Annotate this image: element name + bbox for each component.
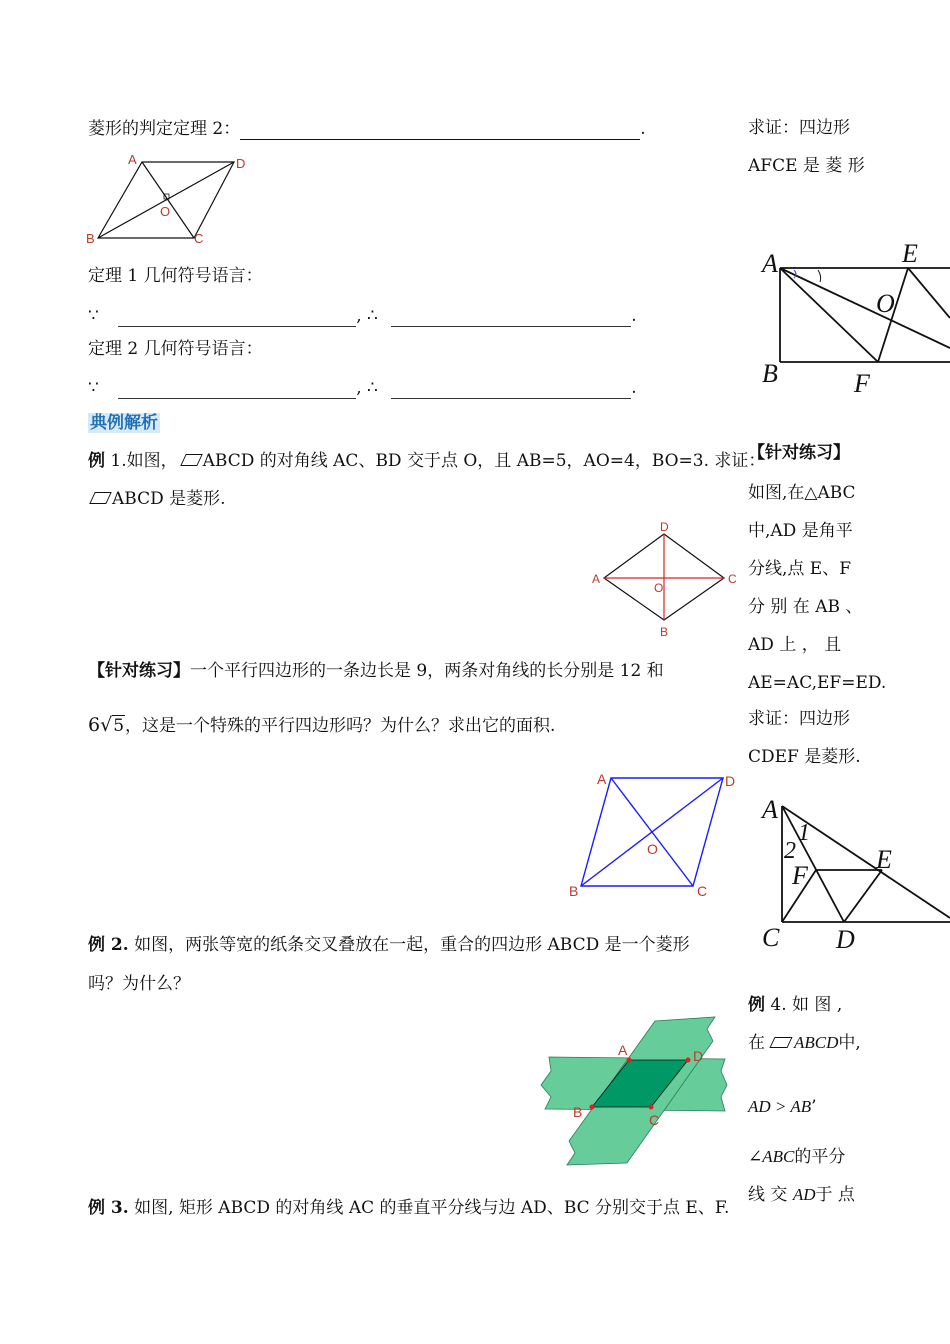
parallelogram-symbol xyxy=(180,454,203,466)
tri-label-2: 2 xyxy=(784,838,796,864)
rect-label-a: A xyxy=(762,249,778,278)
tri-label-d: D xyxy=(836,925,855,954)
theorem2-label: 菱形的判定定理 2： xyxy=(88,119,241,139)
figure-rhombus-blue xyxy=(565,768,745,902)
side-example4-line4: ∠ABC的平分 xyxy=(748,1147,846,1167)
parallelogram-symbol xyxy=(769,1037,792,1048)
figure-parallelogram-1 xyxy=(84,150,254,250)
side-example4-line5: 线 交 AD于 点 xyxy=(748,1185,855,1205)
side-practice-line2: 中,AD 是角平 xyxy=(748,521,853,541)
figure-rectangle-afce xyxy=(758,240,950,400)
fig1-label-a: A xyxy=(128,152,137,167)
theorem2-condition-blank[interactable] xyxy=(118,382,356,399)
side-prove-2: AFCE 是 菱 形 xyxy=(748,156,865,176)
theorem1-condition-blank[interactable] xyxy=(118,310,356,327)
fig3-label-b: B xyxy=(569,883,579,899)
side-practice-line5: AD 上 ， 且 xyxy=(748,635,842,655)
example2-line2: 吗？为什么？ xyxy=(88,974,190,994)
theorem1-symbol-label: 定理 1 几何符号语言： xyxy=(88,266,263,286)
example1-line2: ABCD 是菱形. xyxy=(88,488,226,510)
fig4-label-b: B xyxy=(573,1104,583,1120)
fig1-label-c: C xyxy=(194,231,204,246)
practice-line1: 【针对练习】一个平行四边形的一条边长是 9，两条对角线的长分别是 12 和 xyxy=(88,661,664,681)
side-practice-line4: 分 别 在 AB 、 xyxy=(748,597,863,617)
rect-label-o: O xyxy=(876,289,895,318)
example2-line1: 例 2. 如图，两张等宽的纸条交叉叠放在一起，重合的四边形 ABCD 是一个菱形 xyxy=(88,935,690,955)
fig3-label-o: O xyxy=(647,841,658,857)
fig1-label-b: B xyxy=(86,231,95,246)
tri-label-c: C xyxy=(762,923,780,952)
fig1-label-d: D xyxy=(236,156,246,171)
parallelogram-symbol xyxy=(89,492,112,504)
rect-label-b: B xyxy=(762,359,778,388)
fig2-label-a: A xyxy=(592,572,601,586)
fig1-label-o: O xyxy=(160,204,171,219)
fig2-label-d: D xyxy=(660,520,669,534)
fig4-label-a: A xyxy=(618,1042,628,1058)
fig2-label-c: C xyxy=(728,572,737,586)
theorem2-symbol-line: ∵ , ∴ . xyxy=(88,378,637,398)
tri-label-a: A xyxy=(762,795,778,824)
tri-label-f: F xyxy=(792,861,808,890)
side-example4-line3: AD > AB’ xyxy=(748,1097,817,1117)
side-practice-label: 【针对练习】 xyxy=(748,443,850,463)
figure-rhombus-red xyxy=(590,518,740,642)
theorem1-conclusion-blank[interactable] xyxy=(391,310,631,327)
side-practice-line3: 分线,点 E、F xyxy=(748,559,852,579)
sqrt-symbol: √5 xyxy=(100,714,125,736)
practice-line2: 6√5，这是一个特殊的平行四边形吗？为什么？求出它的面积. xyxy=(88,714,556,736)
rect-label-f: F xyxy=(854,369,870,398)
theorem2-blank[interactable] xyxy=(240,123,640,140)
figure-triangle-cdef xyxy=(758,792,950,964)
example3-line: 例 3. 如图, 矩形 ABCD 的对角线 AC 的垂直平分线与边 AD、BC 分别交于点 E、F. xyxy=(88,1198,730,1218)
rect-label-e: E xyxy=(902,239,918,268)
section-title: 典例解析 xyxy=(90,413,158,433)
side-practice-line8: CDEF 是菱形. xyxy=(748,747,861,767)
figure-paper-strips xyxy=(535,1015,735,1165)
side-practice-line7: 求证：四边形 xyxy=(748,709,850,729)
side-example4-line1: 例 4. 如 图 , xyxy=(748,995,843,1015)
theorem2-symbol-label: 定理 2 几何符号语言： xyxy=(88,339,263,359)
side-practice-line1: 如图,在△ABC xyxy=(748,483,856,503)
tri-label-e: E xyxy=(876,845,892,874)
theorem2-conclusion-blank[interactable] xyxy=(391,382,631,399)
tri-label-1: 1 xyxy=(798,820,810,846)
fig4-label-d: D xyxy=(693,1048,704,1064)
fig2-label-b: B xyxy=(660,625,669,639)
side-example4-line2: 在 ABCD中, xyxy=(748,1033,861,1053)
fig2-label-o: O xyxy=(654,581,664,595)
fig3-label-c: C xyxy=(697,883,708,899)
theorem1-symbol-line: ∵ , ∴ . xyxy=(88,306,637,326)
fig3-label-a: A xyxy=(597,771,607,787)
fig4-label-c: C xyxy=(649,1112,660,1128)
side-prove-1: 求证：四边形 xyxy=(748,118,850,138)
fig3-label-d: D xyxy=(725,773,736,789)
theorem2-line: 菱形的判定定理 2： . xyxy=(88,119,646,139)
side-practice-line6: AE=AC,EF=ED. xyxy=(748,673,887,693)
example1-line1: 例 1.如图， ABCD 的对角线 AC、BD 交于点 O，且 AB=5，AO=4，BO=3. 求证： xyxy=(88,451,766,471)
